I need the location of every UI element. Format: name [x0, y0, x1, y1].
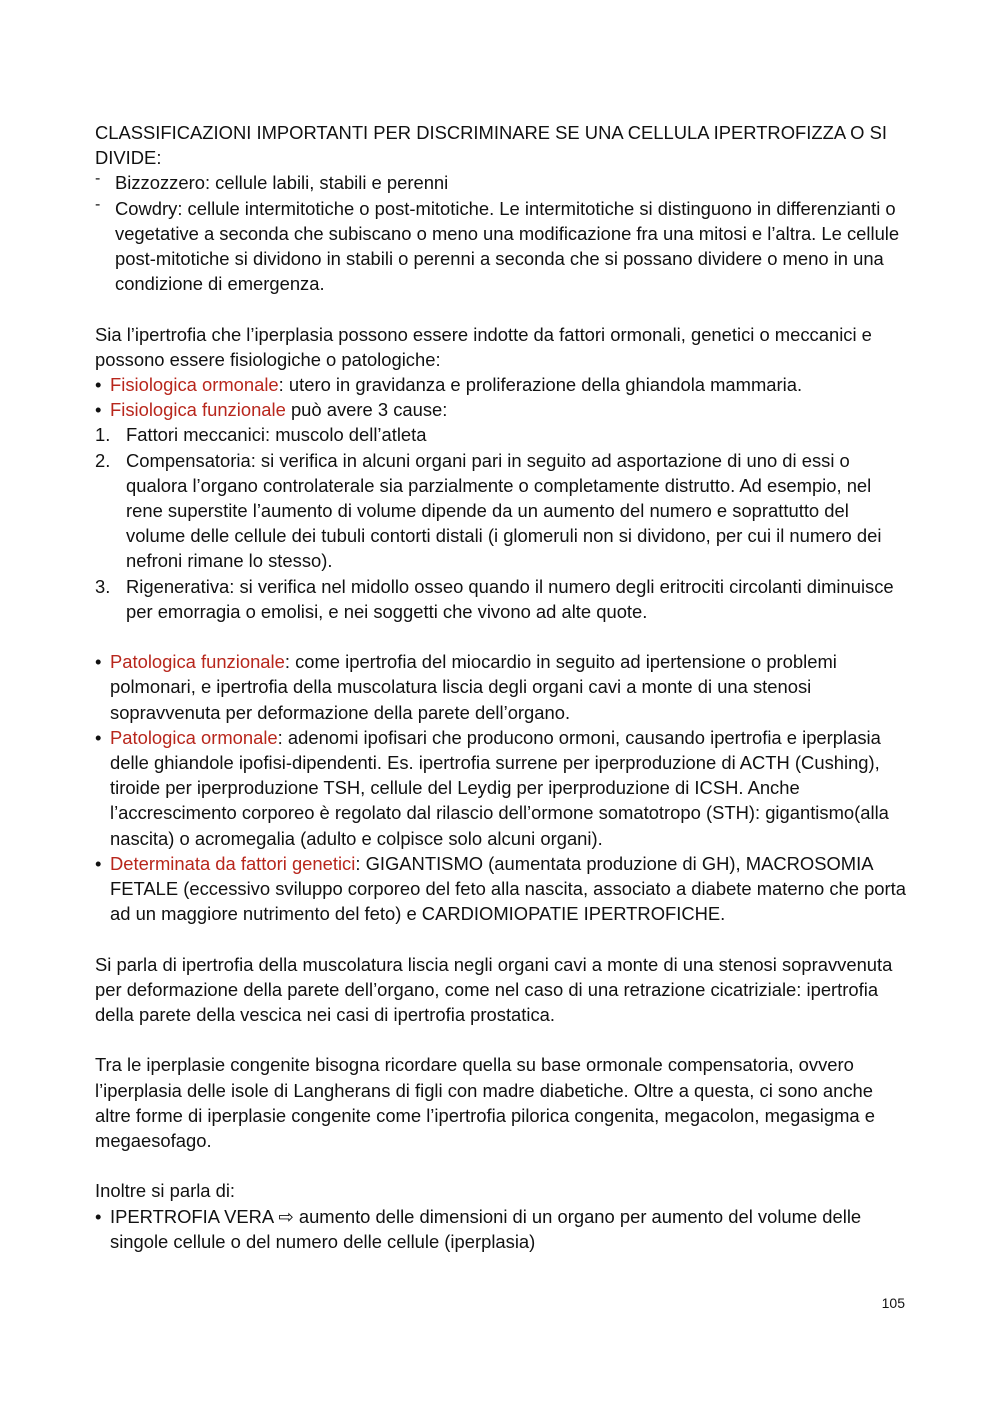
list-item-cowdry — [95, 196, 910, 297]
hypertrophy-intro: Sia l’ipertrofia che l’iperplasia possono essere indotte da fattori ormonali, genetici o meccanici e possono essere fisiologiche o patologiche: — [95, 323, 872, 370]
paragraph-iperplasie-congenite: Tra le iperplasie congenite bisogna ricordare quella su base ormonale compensatoria, ovvero l’iperplasia delle isole di Langherans di figli con madre diabetiche. Oltre a questa, ci sono anche altre forme di iperplasie congenite come l’ipertrofia pilorica congenita, megacolon, megasigma e megaesofago. — [95, 1054, 875, 1152]
numbered-item-text: Fattori meccanici: muscolo dell’atleta — [126, 424, 427, 446]
highlight-label: Patologica ormonale — [110, 726, 278, 748]
item-number: 2. — [95, 449, 111, 471]
bullet-fattori-genetici — [95, 851, 910, 927]
list-item-text: Cowdry: cellule intermitotiche o post-mitotiche. Le intermitotiche si distinguono in differenzianti o vegetative a seconda che subiscano o meno una modificazione fra una mitosi e l’altra. Le cellule post-mitotiche si dividono in stabili o perenni a seconda che si possano dividere o meno in una condizione di emergenza. — [115, 197, 900, 295]
list-item-bizzozzero — [95, 170, 910, 195]
highlight-label: Fisiologica ormonale — [110, 374, 279, 396]
classification-heading: CLASSIFICAZIONI IMPORTANTI PER DISCRIMINARE SE UNA CELLULA IPERTROFIZZA O SI DIVIDE: — [95, 122, 887, 169]
dash-marker: - — [95, 195, 101, 213]
document-page — [95, 120, 910, 1254]
bullet-text: aumento delle dimensioni di un organo per aumento del volume delle singole cellule o del numero delle cellule (iperplasia) — [110, 1205, 862, 1252]
bullet-marker: • — [95, 374, 102, 396]
bullet-text: : utero in gravidanza e proliferazione della ghiandola mammaria. — [278, 374, 803, 396]
bullet-marker: • — [95, 726, 102, 748]
bullet-marker: • — [95, 399, 102, 421]
bullet-text: può avere 3 cause: — [285, 399, 448, 421]
highlight-label: Fisiologica funzionale — [110, 399, 286, 421]
bullet-ipertrofia-vera — [95, 1204, 910, 1254]
item-number: 1. — [95, 424, 111, 446]
numbered-item-text: Rigenerativa: si verifica nel midollo osseo quando il numero degli eritrociti circolanti diminuisce per emorragia o emolisi, e nei soggetti che vivono ad alte quote. — [126, 575, 894, 622]
inoltre-intro: Inoltre si parla di: — [95, 1180, 236, 1202]
numbered-item-1 — [95, 422, 910, 447]
arrow-right-icon: ⇨ — [278, 1205, 294, 1227]
bullet-patologica-ormonale — [95, 725, 910, 851]
list-item-text: Bizzozzero: cellule labili, stabili e perenni — [115, 172, 449, 194]
numbered-item-3 — [95, 574, 910, 624]
dash-marker: - — [95, 170, 101, 188]
numbered-item-2 — [95, 448, 910, 574]
paragraph-muscolatura-liscia: Si parla di ipertrofia della muscolatura liscia negli organi cavi a monte di una stenosi sopravvenuta per deformazione della parete dell’organo, come nel caso di una retrazione cicatriziale: ipertrofia della parete della vescica nei casi di ipertrofia prostatica. — [95, 953, 893, 1026]
bullet-fisiologica-ormonale — [95, 372, 910, 397]
bullet-label: IPERTROFIA VERA — [110, 1205, 274, 1227]
bullet-text: : come ipertrofia del miocardio in seguito ad ipertensione o problemi polmonari, e ipertrofia della muscolatura liscia degli organi cavi a monte di una stenosi sopravvenuta per deformazione della parete dell’organo. — [110, 651, 837, 723]
bullet-marker: • — [95, 651, 102, 673]
highlight-label: Patologica funzionale — [110, 651, 285, 673]
page-number: 105 — [881, 1295, 905, 1311]
bullet-marker: • — [95, 852, 102, 874]
highlight-label: Determinata da fattori genetici — [110, 852, 356, 874]
bullet-fisiologica-funzionale — [95, 397, 910, 422]
bullet-text: : adenomi ipofisari che producono ormoni, causando ipertrofia e iperplasia delle ghiandole ipofisi-dipendenti. Es. ipertrofia surrene per iperproduzione di ACTH (Cushing), tiroide per iperproduzione TSH, cellule del Leydig per iperproduzione di ICSH. Anche l’accrescimento corporeo è regolato dal rilascio dell’ormone somatotropo (STH): gigantismo(alla nascita) o acromegalia (adulto e colpisce solo alcuni organi). — [110, 726, 889, 849]
bullet-marker: • — [95, 1205, 102, 1227]
bullet-text: : GIGANTISMO (aumentata produzione di GH), MACROSOMIA FETALE (eccessivo sviluppo corporeo del feto alla nascita, associato a diabete materno che porta ad un maggiore nutrimento del feto) e CARDIOMIOPATIE IPERTROFICHE. — [110, 852, 906, 925]
numbered-item-text: Compensatoria: si verifica in alcuni organi pari in seguito ad asportazione di uno di essi o qualora l’organo controlaterale sia parzialmente o completamente distrutto. Ad esempio, nel rene superstite l’aumento di volume dipende da un aumento del numero e soprattutto del volume delle cellule dei tubuli contorti distali (i glomeruli non si dividono, per cui il numero dei nefroni rimane lo stesso). — [126, 449, 882, 572]
bullet-patologica-funzionale — [95, 649, 910, 725]
item-number: 3. — [95, 575, 111, 597]
